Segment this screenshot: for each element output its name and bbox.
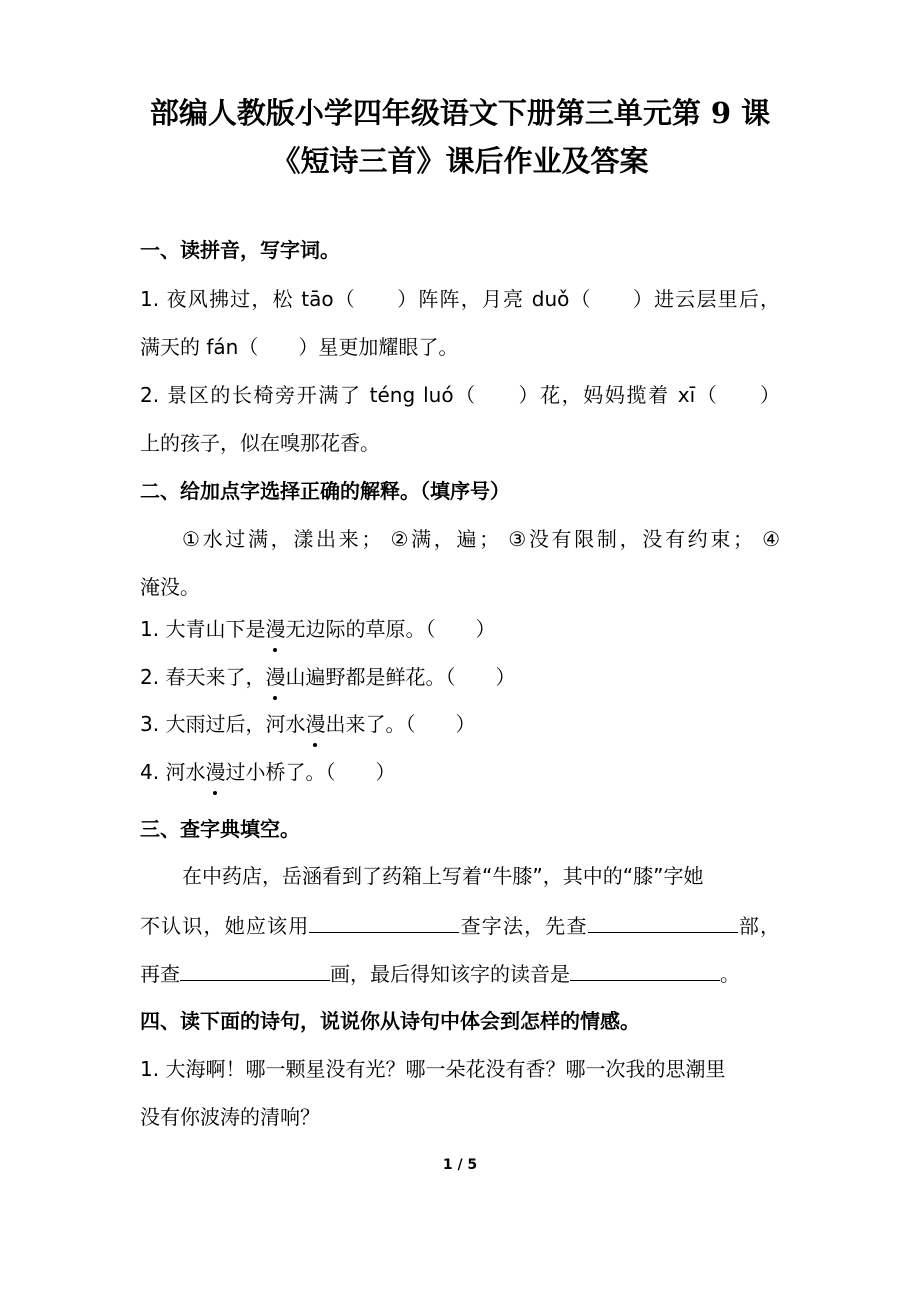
paragraph-text: 不认识，她应该用 xyxy=(140,914,310,938)
question-text: ）星更加耀眼了。 xyxy=(298,335,459,359)
section1-q1-line1 xyxy=(140,285,780,313)
item-text: 河水 xyxy=(165,760,206,784)
question-number: 3. xyxy=(140,712,160,736)
item-text: 出来了。（ xyxy=(325,712,416,736)
paragraph-text: 部， xyxy=(737,914,781,938)
section3-heading: 三、查字典填空。 xyxy=(140,817,300,841)
document-title-line1: 部编人教版小学四年级语文下册第三单元第 9 课 xyxy=(149,96,771,130)
section2-item xyxy=(140,758,395,786)
item-text: ） xyxy=(495,665,516,689)
item-text: 大雨过后，河水 xyxy=(165,712,306,736)
item-text: 大青山下是 xyxy=(165,617,266,641)
answer-blank[interactable] xyxy=(588,910,738,933)
emphasis-dot-char: 漫 xyxy=(305,712,326,736)
question-text: ）阵阵，月亮 duǒ（ xyxy=(395,287,592,311)
emphasis-dot-char: 漫 xyxy=(265,617,286,641)
item-text: ） xyxy=(375,760,396,784)
section2-item xyxy=(140,710,475,738)
section2-options-line1 xyxy=(182,525,780,553)
page-indicator: 1 / 5 xyxy=(442,1157,478,1173)
emphasis-dot-char: 漫 xyxy=(205,760,226,784)
section1-q1-line2 xyxy=(140,333,458,361)
section3-paragraph-line1: 在中药店，岳涵看到了药箱上写着“牛膝”，其中的“膝”字她 xyxy=(182,864,704,888)
section3-paragraph-line3 xyxy=(140,958,740,988)
section1-q2-line1 xyxy=(140,381,780,409)
question-text: ） xyxy=(758,383,781,407)
paragraph-text: 。 xyxy=(720,962,740,986)
section2-heading: 二、给加点字选择正确的解释。（填序号） xyxy=(140,479,510,503)
section2-item xyxy=(140,663,515,691)
answer-blank[interactable] xyxy=(309,910,459,933)
item-text: 山遍野都是鲜花。（ xyxy=(285,665,456,689)
document-title-line2: 《短诗三首》课后作业及答案 xyxy=(271,144,649,178)
question-number: 1. xyxy=(140,287,160,311)
question-number: 1. xyxy=(140,1057,160,1081)
poem-text: 大海啊！哪一颗星没有光？哪一朵花没有香？哪一次我的思潮里 xyxy=(165,1057,726,1081)
section2-item xyxy=(140,615,495,643)
option-text: ④ xyxy=(762,527,781,551)
question-text: ）进云层里后， xyxy=(631,287,781,311)
question-text: 满天的 fán（ xyxy=(140,335,259,359)
option-text: ①水过满，漾出来； xyxy=(182,527,382,551)
question-text: 夜风拂过，松 tāo（ xyxy=(166,287,356,311)
question-number: 1. xyxy=(140,617,160,641)
item-text: 无边际的草原。（ xyxy=(285,617,436,641)
section2-options-line2: 淹没。 xyxy=(140,575,200,599)
question-number: 2. xyxy=(140,383,160,407)
question-text: 景区的长椅旁开满了 téng luó（ xyxy=(167,383,477,407)
emphasis-dot-char: 漫 xyxy=(265,665,286,689)
section4-q1-line2: 没有你波涛的清响？ xyxy=(140,1105,320,1129)
answer-blank[interactable] xyxy=(180,958,330,981)
question-number: 2. xyxy=(140,665,160,689)
option-text: ③没有限制，没有约束； xyxy=(508,527,754,551)
item-text: 过小桥了。（ xyxy=(225,760,336,784)
item-text: ） xyxy=(455,712,476,736)
item-text: 春天来了， xyxy=(165,665,266,689)
paragraph-text: 画，最后得知该字的读音是 xyxy=(330,962,570,986)
item-text: ） xyxy=(475,617,496,641)
section1-q2-line2: 上的孩子，似在嗅那花香。 xyxy=(140,431,380,455)
section4-heading: 四、读下面的诗句，说说你从诗句中体会到怎样的情感。 xyxy=(140,1009,640,1033)
section4-q1-line1 xyxy=(140,1055,725,1083)
section3-paragraph-line2 xyxy=(140,910,780,940)
question-text: ）花，妈妈揽着 xī（ xyxy=(516,383,719,407)
question-number: 4. xyxy=(140,760,160,784)
option-text: ②满，遍； xyxy=(390,527,500,551)
section1-heading: 一、读拼音，写字词。 xyxy=(140,238,340,262)
paragraph-text: 再查 xyxy=(140,962,180,986)
paragraph-text: 查字法，先查 xyxy=(459,914,588,938)
answer-blank[interactable] xyxy=(570,958,720,981)
